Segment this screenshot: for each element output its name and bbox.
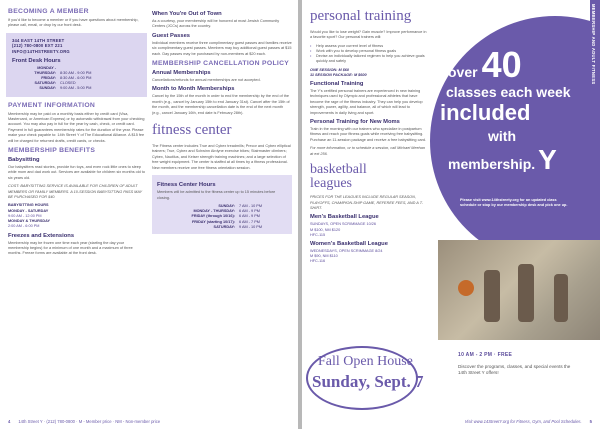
contact-box xyxy=(6,33,147,97)
email-line[interactable]: INFO@14THSTREETY.ORG xyxy=(12,49,70,54)
basketball-title-line: leagues xyxy=(310,176,352,192)
babysitting-heading: Babysitting xyxy=(8,157,40,164)
circle-membership xyxy=(448,144,557,176)
hours-day: FRIDAY (through 10/16): xyxy=(191,214,235,219)
open-house-banner xyxy=(310,348,592,408)
mens-league-heading: Men's Basketball League xyxy=(310,214,379,221)
circle-included: included xyxy=(440,100,531,125)
functional-heading: Functional Training xyxy=(310,81,364,88)
mens-league-lines xyxy=(310,222,460,238)
circle-y-logo: Y xyxy=(538,144,557,175)
fitness-center-text: The Fitness center includes True and Cybex treadmills; Precor and Cybex elliptical trainers; True, Cybex and Schwinn Airdyne exercise bikes; Stairmaster climbers; Cybex, Nautilus, and Keiser strength training machines; and a large selection of free weight equipment. The center is staffed at all times by a fitness professional. New members receive one free fitness orientation session. xyxy=(152,144,291,170)
circle-number: 40 xyxy=(481,44,522,85)
hours-time: 9:00 AM - 5:00 PM xyxy=(60,86,92,91)
cancellation-heading: MEMBERSHIP CANCELLATION POLICY xyxy=(152,60,290,68)
price-line: ONE SESSION: M $60 xyxy=(310,67,350,72)
personal-training-bullets xyxy=(310,44,430,65)
payment-text: Membership may be paid on a monthly basis either by credit card (Visa, Mastercard, or American Express) or by automatic withdrawal from your checking account. You may also pay in full for the year by cash, check, or credit card. Payment in full guarantees membership rates for the duration of the year. Please make your check payable to: 14th Street Y of The Educational Alliance. A $15 fee will be charged for returned drafts, credit cards, or checks. xyxy=(8,111,145,143)
basketball-icon xyxy=(458,280,474,296)
out-of-town-text: As a courtesy, your membership will be honored at most Jewish Community Centers (JCCs) across the country. xyxy=(152,19,280,29)
babysitting-hours-line: MONDAY - SATURDAY xyxy=(8,208,49,213)
out-of-town-heading: When You're Out of Town xyxy=(152,11,222,17)
becoming-member-heading: BECOMING A MEMBER xyxy=(8,8,89,15)
hours-row xyxy=(12,86,141,91)
hours-time: 6 AM - 9 PM xyxy=(239,214,260,219)
fitness-center-title: fitness center xyxy=(152,122,232,139)
babysitting-hours-line: 2:00 AM - 6:00 PM xyxy=(8,224,40,229)
guest-passes-text: Individual members receive three complimentary guest passes and families receive six complimentary guest passes. Members may buy additional guest passes at $15 each. Day passes may be purchased by non-members at $20 each. xyxy=(152,40,292,56)
left-page xyxy=(0,0,298,429)
side-banner xyxy=(590,0,600,200)
benefits-heading: MEMBERSHIP BENEFITS xyxy=(8,147,96,155)
fitness-hours-heading: Fitness Center Hours xyxy=(157,182,216,189)
hours-time: 7 AM - 10 PM xyxy=(239,203,262,208)
hours-day: SATURDAY: xyxy=(34,81,56,86)
league-line: HFC-116 xyxy=(310,259,326,264)
freezes-heading: Freezes and Extensions xyxy=(8,232,75,239)
league-line: WEDNESDAYS, OPEN SCRIMMAGE 8/24 xyxy=(310,248,383,253)
hours-time: CLOSED xyxy=(60,81,76,86)
side-banner-text: MEMBERSHIP AND ADULT FITNESS xyxy=(591,4,596,85)
hours-day: MONDAY - xyxy=(37,65,56,70)
babysitting-hours xyxy=(8,203,145,229)
basketball-prices: PRICES FOR THE LEAGUES INCLUDE REGULAR SEASON, PLAYOFFS, CHAMPION-SHIP GAME, REFEREE FEES, AND A T-SHIRT. xyxy=(310,195,423,210)
new-moms-text: Train in the morning with our trainers who specialize in postpartum fitness and reach your fitness goals while receiving free babysitting. Purchase an 11-session package and receive a free babysitting card. xyxy=(310,127,427,142)
price-line: 11 SESSION PACKAGE: M $600 xyxy=(310,72,367,77)
monthly-text: Cancel by the 15th of the month in order to end the membership by the end of the month (e.g., cancel by January 15th to end January 31st). Cancel after the 15th of the month, and the membership cancellation date is the end of the next month (e.g., cancel January 16th, end date is February 28th). xyxy=(152,94,290,115)
annual-heading: Annual Memberships xyxy=(152,70,211,77)
freezes-text: Membership may be frozen one time each year (starting the day your membership begins) for a minimum of one month and a maximum of three months. Freeze forms are available at the front desk. xyxy=(8,240,133,256)
babysitting-hours-line: MONDAY & THURSDAY xyxy=(8,219,51,224)
right-column xyxy=(310,8,460,265)
player-figure xyxy=(518,264,534,322)
contact-text: For more information, or to schedule a session, call Michael Meehan at ext 256. xyxy=(310,146,426,156)
phone-line: (212) 780-0800 EXT 221 xyxy=(12,43,63,49)
hours-day: SATURDAY: xyxy=(213,224,235,229)
payment-heading: PAYMENT INFORMATION xyxy=(8,101,96,109)
open-house-date: Sunday, Sept. 7 xyxy=(312,372,424,391)
right-page xyxy=(302,0,600,429)
circle-over-word: over xyxy=(448,64,478,80)
address-line: 344 EAST 14TH STREET xyxy=(12,37,65,43)
open-house-title: Fall Open House xyxy=(318,354,413,369)
bullet-item: • Devise an individually tailored regimen to help you achieve goals quickly and safely xyxy=(310,54,430,64)
circle-membership-word: membership. xyxy=(448,156,536,172)
left-column-b xyxy=(152,8,292,234)
league-line: M $100, NM $120 xyxy=(310,227,341,232)
right-page-number: 5 xyxy=(589,418,592,424)
personal-training-title: personal training xyxy=(310,8,412,24)
circle-each-week: each week xyxy=(500,84,571,100)
babysitting-cost: COST: BABYSITTING SERVICE IS AVAILABLE FOR CHILDREN OF ADULT MEMBERS OR FAMILY MEMBERS. A 10-SESSION BABYSITTING PASS MAY BE PURCHASED FOR $40. xyxy=(8,184,143,200)
front-desk-hours-heading: Front Desk Hours xyxy=(12,57,61,64)
hours-time: 8:30 AM - 9:00 PM xyxy=(60,70,92,75)
league-line: M $90, NM $110 xyxy=(310,254,338,259)
circle-classes-word: classes xyxy=(446,84,497,100)
circle-classes xyxy=(446,84,571,100)
right-footer xyxy=(310,417,592,425)
babysitting-hours-heading: BABYSITTING HOURS xyxy=(8,203,49,208)
basketball-photo xyxy=(438,240,600,340)
bullet-item: • Work with you to develop personal fitness goals xyxy=(310,49,430,54)
hours-day: SUNDAY: xyxy=(218,203,235,208)
circle-note: Please visit www.14thstreety.org for an updated class schedule or stop by our membership desk and pick one up. xyxy=(460,198,568,208)
bullet-item: • Help assess your current level of fitness xyxy=(310,44,430,49)
new-moms-heading: Personal Training for New Moms xyxy=(310,119,400,126)
right-footer-text[interactable]: Visit www.14StreetY.org for Fitness, Gym, and Pool Schedules. xyxy=(464,418,582,424)
fitness-hours-note: Members will be admitted to the fitness center up to 15 minutes before closing. xyxy=(157,190,276,200)
player-figure xyxy=(484,270,500,322)
left-page-number: 4 xyxy=(8,418,11,424)
hours-day: FRIDAY (starting 10/17): xyxy=(191,219,235,224)
player-figure xyxy=(554,274,568,322)
hours-time: 8:30 AM - 6:00 PM xyxy=(60,76,92,80)
monthly-heading: Month to Month Memberships xyxy=(152,86,235,93)
hours-day: THURSDAY: xyxy=(34,70,56,75)
babysitting-text: Our babysitters read stories, provide fun toys, and even rock little ones to sleep while mom and dad work out. Services are available for children six months old to six years old. xyxy=(8,165,145,180)
hours-time: 9 AM - 10 PM xyxy=(239,224,262,229)
open-house-time: 10 AM - 2 PM · FREE xyxy=(458,352,513,358)
annual-text: Cancellations/refunds for annual memberships are not accepted. xyxy=(152,78,261,83)
circle-with: with xyxy=(488,128,516,144)
functional-text: The Y's certified personal trainers are experienced in new training techniques used by Olympic and professional athletes that have become the rage of the fitness industry. They can help you develop strength, power, agility, and balance, all of which will lead to improvements in daily living and sport. xyxy=(310,89,423,115)
pricing xyxy=(310,68,460,78)
left-column-a xyxy=(8,8,145,260)
babysitting-hours-line: 9:00 AM - 12:00 PM xyxy=(8,213,42,218)
fitness-hours-box xyxy=(152,175,292,234)
hours-day: SUNDAY: xyxy=(39,86,56,91)
hours-time: 6 AM - 9 PM xyxy=(239,209,260,214)
fitness-hours-row xyxy=(157,225,287,230)
womens-league-heading: Women's Basketball League xyxy=(310,240,388,247)
personal-training-intro: Would you like to lose weight? Gain muscle? Improve performance in a favorite sport? Our personal trainers will: xyxy=(310,30,427,40)
basketball-title xyxy=(310,163,460,191)
left-footer xyxy=(8,417,290,425)
left-footer-text: 14th Street Y · (212) 780-0800 · M - Member price · NM - Non-member price xyxy=(18,418,161,424)
league-line: SUNDAYS, OPEN SCRIMMAGE 10/26 xyxy=(310,222,376,227)
basketball-title-line: basketball xyxy=(310,162,367,178)
hours-time: 6 AM - 7 PM xyxy=(239,219,260,224)
open-house-desc: Discover the programs, classes, and special events the 14th Street Y offers! xyxy=(458,364,571,375)
becoming-member-text: If you'd like to become a member or if you have questions about membership, please call, email, or drop by our front desk. xyxy=(8,18,139,28)
hours-day: FRIDAY: xyxy=(41,76,56,80)
hours-day: MONDAY - THURSDAY: xyxy=(193,209,235,214)
league-line: HFC-115 xyxy=(310,232,326,237)
guest-passes-heading: Guest Passes xyxy=(152,32,191,39)
